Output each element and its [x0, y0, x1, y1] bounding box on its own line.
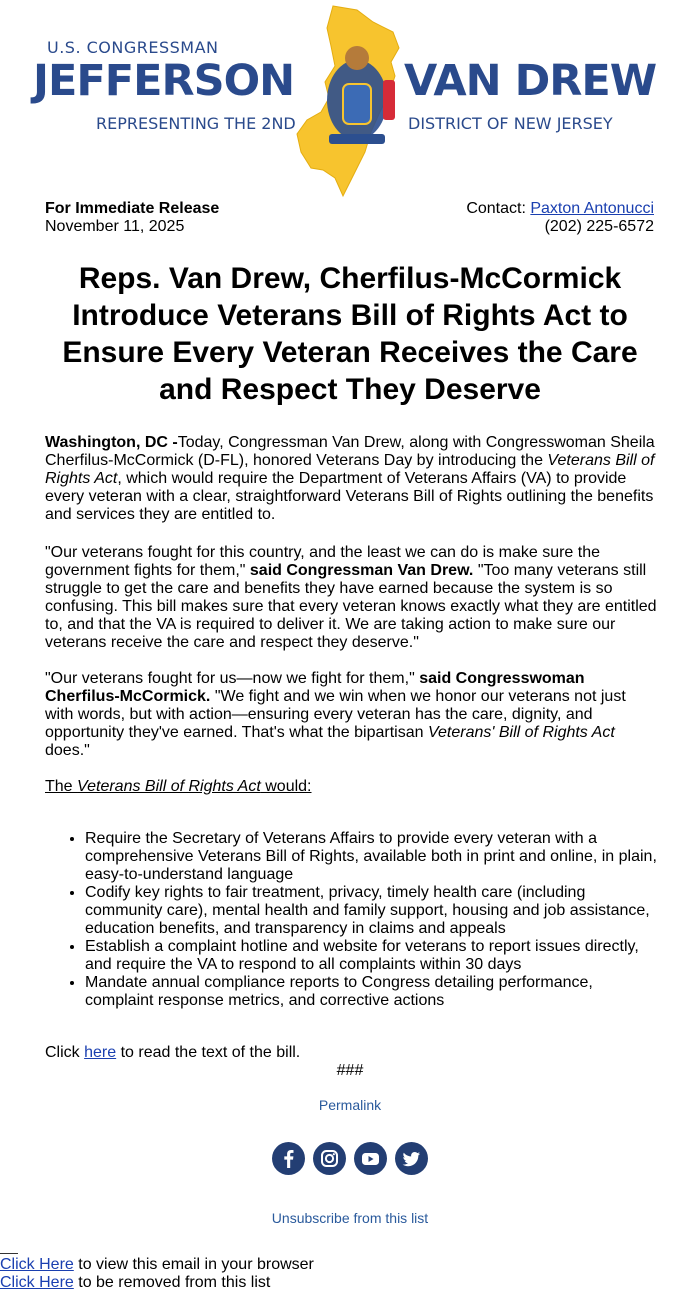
provisions-text-a: The	[45, 778, 78, 795]
bill-text-b: to read the text of the bill.	[116, 1044, 301, 1061]
quote-vandrew-b: "Too many veterans still struggle to get the care and benefits they have earned because the system is so confusing. This bill makes sure that every veteran knows exactly what they are entitled to, and that the VA is required to deliver it. We are taking action to make sure our veterans receive the care and respect they deserve."	[45, 562, 657, 651]
intro-text-b: , which would require the Department of Veterans Affairs (VA) to provide every veteran with a clear, straightforward Veterans Bill of Rights outlining the benefits and services they are entitled to.	[45, 470, 654, 523]
unsubscribe-link[interactable]: Unsubscribe from this list	[271, 1210, 429, 1226]
release-label: For Immediate Release	[45, 200, 220, 217]
end-marker: ###	[336, 1062, 364, 1079]
speaker-vandrew: said Congressman Van Drew.	[249, 562, 474, 579]
facebook-icon[interactable]	[272, 1142, 305, 1175]
quote-bill-name: Veterans' Bill of Rights Act	[427, 724, 615, 741]
header-name-left: JEFFERSON	[33, 56, 295, 106]
letterhead	[0, 0, 700, 200]
list-item: • Codify key rights to fair treatment, privacy, timely health care (including community care), mental health and family support, housing and job assistance, education benefits, and transparency in claims and appeals	[85, 884, 657, 938]
quote-vandrew-a: "Our veterans fought for this country, and the least we can do is make sure the government fights for them,"	[45, 544, 601, 579]
remove-from-list-text: to be removed from this list	[73, 1274, 271, 1291]
bill-text-line	[45, 1044, 657, 1062]
footer-divider	[0, 1253, 18, 1254]
footer-view-in-browser	[0, 1256, 314, 1274]
view-in-browser-text: to view this email in your browser	[73, 1256, 314, 1273]
header-sub-right: DISTRICT OF NEW JERSEY	[408, 114, 613, 133]
contact-phone: (202) 225-6572	[544, 218, 654, 235]
paragraph-cherfilus-quote	[45, 670, 657, 760]
intro-text-a: Today, Congressman Van Drew, along with Congresswoman Sheila Cherfilus-McCormick (D-FL), honored Veterans Day by introducing the	[45, 434, 655, 469]
view-in-browser-link[interactable]: Click Here	[0, 1256, 74, 1273]
paragraph-van-drew-quote	[45, 544, 657, 652]
quote-cherfilus-a: "Our veterans fought for us—now we fight for them,"	[45, 670, 420, 687]
contact-name-link[interactable]: Paxton Antonucci	[530, 200, 654, 217]
contact-info	[466, 200, 654, 236]
provisions-text-b: would:	[260, 778, 312, 795]
bill-text-link[interactable]: here	[84, 1044, 117, 1061]
twitter-icon[interactable]	[395, 1142, 428, 1175]
social-links	[272, 1142, 430, 1176]
youtube-icon[interactable]	[354, 1142, 387, 1175]
header-sub-left: REPRESENTING THE 2ND	[96, 114, 296, 133]
bill-text-a: Click	[45, 1044, 85, 1061]
header-title-line: U.S. CONGRESSMAN	[47, 38, 219, 57]
bill-provisions-list	[45, 830, 657, 1010]
provisions-bill-name: Veterans Bill of Rights Act	[77, 778, 261, 795]
remove-from-list-link[interactable]: Click Here	[0, 1274, 74, 1291]
list-item: • Require the Secretary of Veterans Affairs to provide every veteran with a comprehensive Veterans Bill of Rights, available both in print and online, in plain, easy-to-understand language	[85, 830, 657, 884]
press-release-headline: Reps. Van Drew, Cherfilus-McCormick Introduce Veterans Bill of Rights Act to Ensure Every Veteran Receives the Care and Respect They Deserve	[62, 262, 638, 406]
list-item: • Mandate annual compliance reports to Congress detailing performance, complaint response metrics, and corrective actions	[85, 974, 657, 1010]
paragraph-intro	[45, 434, 657, 524]
footer-remove-from-list	[0, 1274, 270, 1292]
contact-label: Contact:	[466, 200, 526, 217]
speaker-cherfilus: said Congresswoman Cherfilus-McCormick.	[45, 670, 585, 705]
dateline: Washington, DC -	[45, 434, 178, 451]
release-date: November 11, 2025	[45, 218, 185, 235]
permalink-link[interactable]: Permalink	[318, 1097, 382, 1113]
new-jersey-seal-map-icon	[295, 2, 405, 198]
quote-cherfilus-c: does."	[45, 742, 90, 759]
release-info	[45, 200, 219, 236]
instagram-icon[interactable]	[313, 1142, 346, 1175]
list-item: • Establish a complaint hotline and website for veterans to report issues directly, and require the VA to respond to all complaints within 30 days	[85, 938, 657, 974]
bill-provisions-intro	[45, 778, 657, 796]
quote-cherfilus-b: "We fight and we win when we honor our veterans not just with words, but with action—ensuring every veteran has the care, dignity, and opportunity they've earned. That's what the bipartisan	[45, 688, 626, 741]
header-name-right: VAN DREW	[404, 56, 657, 106]
intro-bill-name: Veterans Bill of Rights Act	[45, 452, 655, 487]
